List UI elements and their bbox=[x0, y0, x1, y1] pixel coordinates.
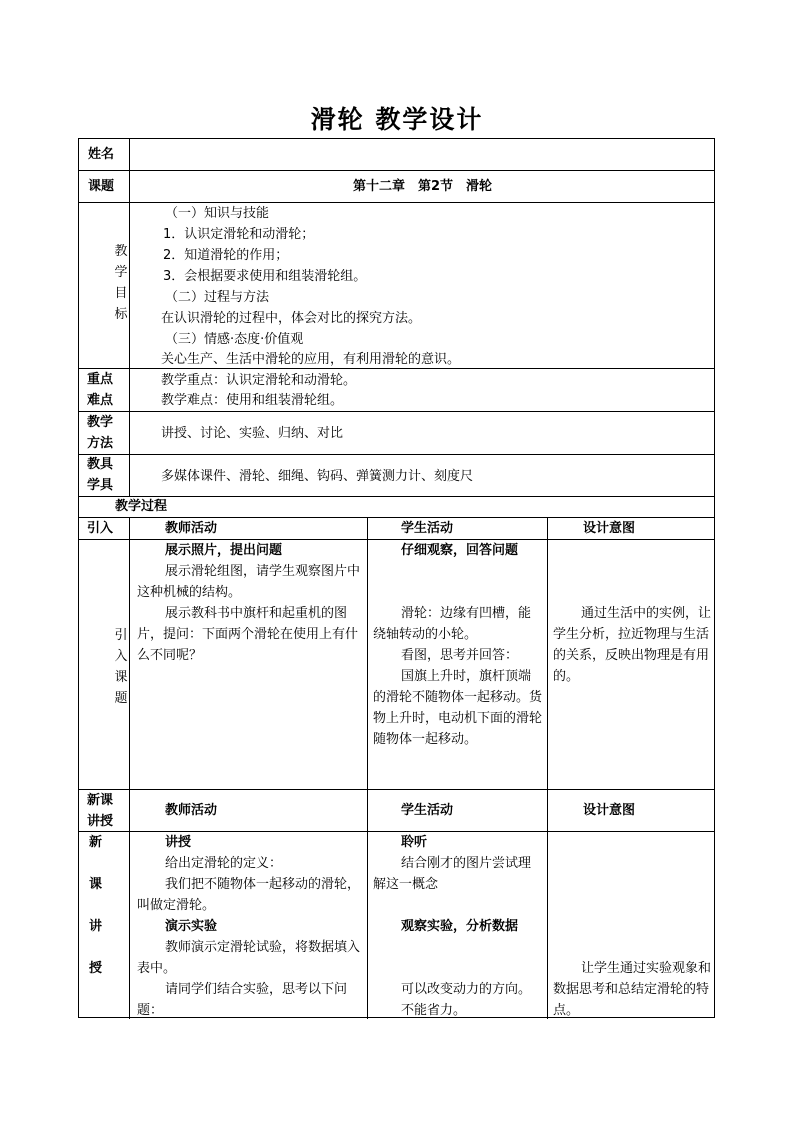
intro-student-text: 看图，思考并回答： bbox=[401, 648, 519, 663]
lecture-section-label: 讲 bbox=[89, 919, 103, 934]
lecture-teacher-text: 请同学们结合实验，思考以下问题： bbox=[137, 982, 348, 1018]
row-divider bbox=[79, 496, 714, 497]
lecture-label: 讲授 bbox=[87, 814, 114, 829]
name-label: 姓名 bbox=[88, 147, 115, 162]
row-divider bbox=[79, 454, 714, 455]
objective-line: （二）过程与方法 bbox=[165, 290, 270, 305]
tools-label: 学具 bbox=[87, 478, 114, 493]
lecture-teacher-text: 给出定滑轮的定义： bbox=[165, 856, 283, 871]
student-column-header: 学生活动 bbox=[401, 521, 454, 536]
objective-line: （一）知识与技能 bbox=[165, 206, 270, 221]
topic-value: 第十二章 第2节 滑轮 bbox=[352, 179, 493, 194]
methods-label: 教学 bbox=[87, 415, 114, 430]
lecture-student-text: 不能省力。 bbox=[401, 1003, 467, 1018]
lecture-teacher-heading: 演示实验 bbox=[165, 919, 218, 934]
objective-line: （三）情感·态度·价值观 bbox=[165, 332, 304, 347]
intro-student-text: 滑轮：边缘有凹槽，能绕轴转动的小轮。 bbox=[373, 606, 532, 642]
intro-teacher-text: 展示滑轮组图，请学生观察图片中这种机械的结构。 bbox=[137, 564, 361, 600]
intro-teacher-text: 展示教科书中旗杆和起重机的图片，提问：下面两个滑轮在使用上有什么不同呢？ bbox=[137, 606, 359, 663]
lecture-student-heading: 观察实验，分析数据 bbox=[401, 919, 519, 934]
page-title: 滑轮 教学设计 bbox=[310, 105, 484, 134]
lecture-student-text: 可以改变动力的方向。 bbox=[401, 982, 532, 997]
lecture-teacher-heading: 讲授 bbox=[165, 835, 192, 850]
lecture-teacher-header: 教师活动 bbox=[165, 803, 218, 818]
intro-teacher-heading: 展示照片，提出问题 bbox=[165, 543, 283, 558]
objective-line: 关心生产、生活中滑轮的应用，有利用滑轮的意识。 bbox=[161, 352, 461, 367]
lesson-plan-table bbox=[78, 138, 715, 1018]
intro-student-text: 国旗上升时，旗杆顶端的滑轮不随物体一起移动。货物上升时，电动机下面的滑轮随物体一起移动。 bbox=[373, 669, 543, 747]
intro-section-label: 引 入 课 题 bbox=[114, 628, 128, 706]
intro-design-text: 通过生活中的实例，让学生分析，拉近物理与生活的关系，反映出物理是有用的。 bbox=[553, 606, 712, 684]
lecture-student-text: 结合刚才的图片尝试理解这一概念 bbox=[373, 856, 532, 892]
column-divider bbox=[367, 517, 368, 1019]
key-point-line: 教学难点：使用和组装滑轮组。 bbox=[161, 393, 344, 408]
lecture-student-heading: 聆听 bbox=[401, 835, 428, 850]
lecture-student-header: 学生活动 bbox=[401, 803, 454, 818]
objectives-label: 教 学 目 标 bbox=[114, 244, 128, 322]
tools-value: 多媒体课件、滑轮、细绳、钩码、弹簧测力计、刻度尺 bbox=[161, 469, 474, 484]
row-divider bbox=[79, 411, 714, 412]
objective-line: 1．认识定滑轮和动滑轮； bbox=[163, 227, 315, 242]
intro-column-header: 引入 bbox=[87, 521, 114, 536]
lecture-label: 新课 bbox=[87, 793, 114, 808]
objective-line: 在认识滑轮的过程中，体会对比的探究方法。 bbox=[161, 311, 422, 326]
teacher-column-header: 教师活动 bbox=[165, 521, 218, 536]
lecture-design-header: 设计意图 bbox=[583, 803, 636, 818]
lecture-section-label: 授 bbox=[89, 961, 103, 976]
objective-line: 3．会根据要求使用和组装滑轮组。 bbox=[163, 269, 367, 284]
topic-label: 课题 bbox=[88, 179, 115, 194]
key-point-line: 教学重点：认识定滑轮和动滑轮。 bbox=[161, 373, 357, 388]
key-points-label: 难点 bbox=[87, 393, 114, 408]
column-divider bbox=[129, 517, 130, 1019]
lecture-design-text: 让学生通过实验观象和数据思考和总结定滑轮的特点。 bbox=[553, 961, 712, 1018]
lecture-section-label: 课 bbox=[89, 877, 103, 892]
design-column-header: 设计意图 bbox=[583, 521, 636, 536]
lecture-teacher-text: 我们把不随物体一起移动的滑轮，叫做定滑轮。 bbox=[137, 877, 361, 913]
lecture-teacher-text: 教师演示定滑轮试验，将数据填入表中。 bbox=[137, 940, 361, 976]
row-divider bbox=[79, 170, 714, 171]
lecture-section-label: 新 bbox=[89, 835, 103, 850]
process-heading: 教学过程 bbox=[115, 499, 168, 514]
key-points-label: 重点 bbox=[87, 372, 114, 387]
methods-label: 方法 bbox=[87, 436, 114, 451]
intro-student-heading: 仔细观察，回答问题 bbox=[401, 543, 519, 558]
row-divider bbox=[79, 789, 714, 790]
tools-label: 教具 bbox=[87, 457, 114, 472]
column-divider bbox=[547, 517, 548, 1019]
objective-line: 2．知道滑轮的作用； bbox=[163, 248, 289, 263]
methods-value: 讲授、讨论、实验、归纳、对比 bbox=[161, 426, 344, 441]
